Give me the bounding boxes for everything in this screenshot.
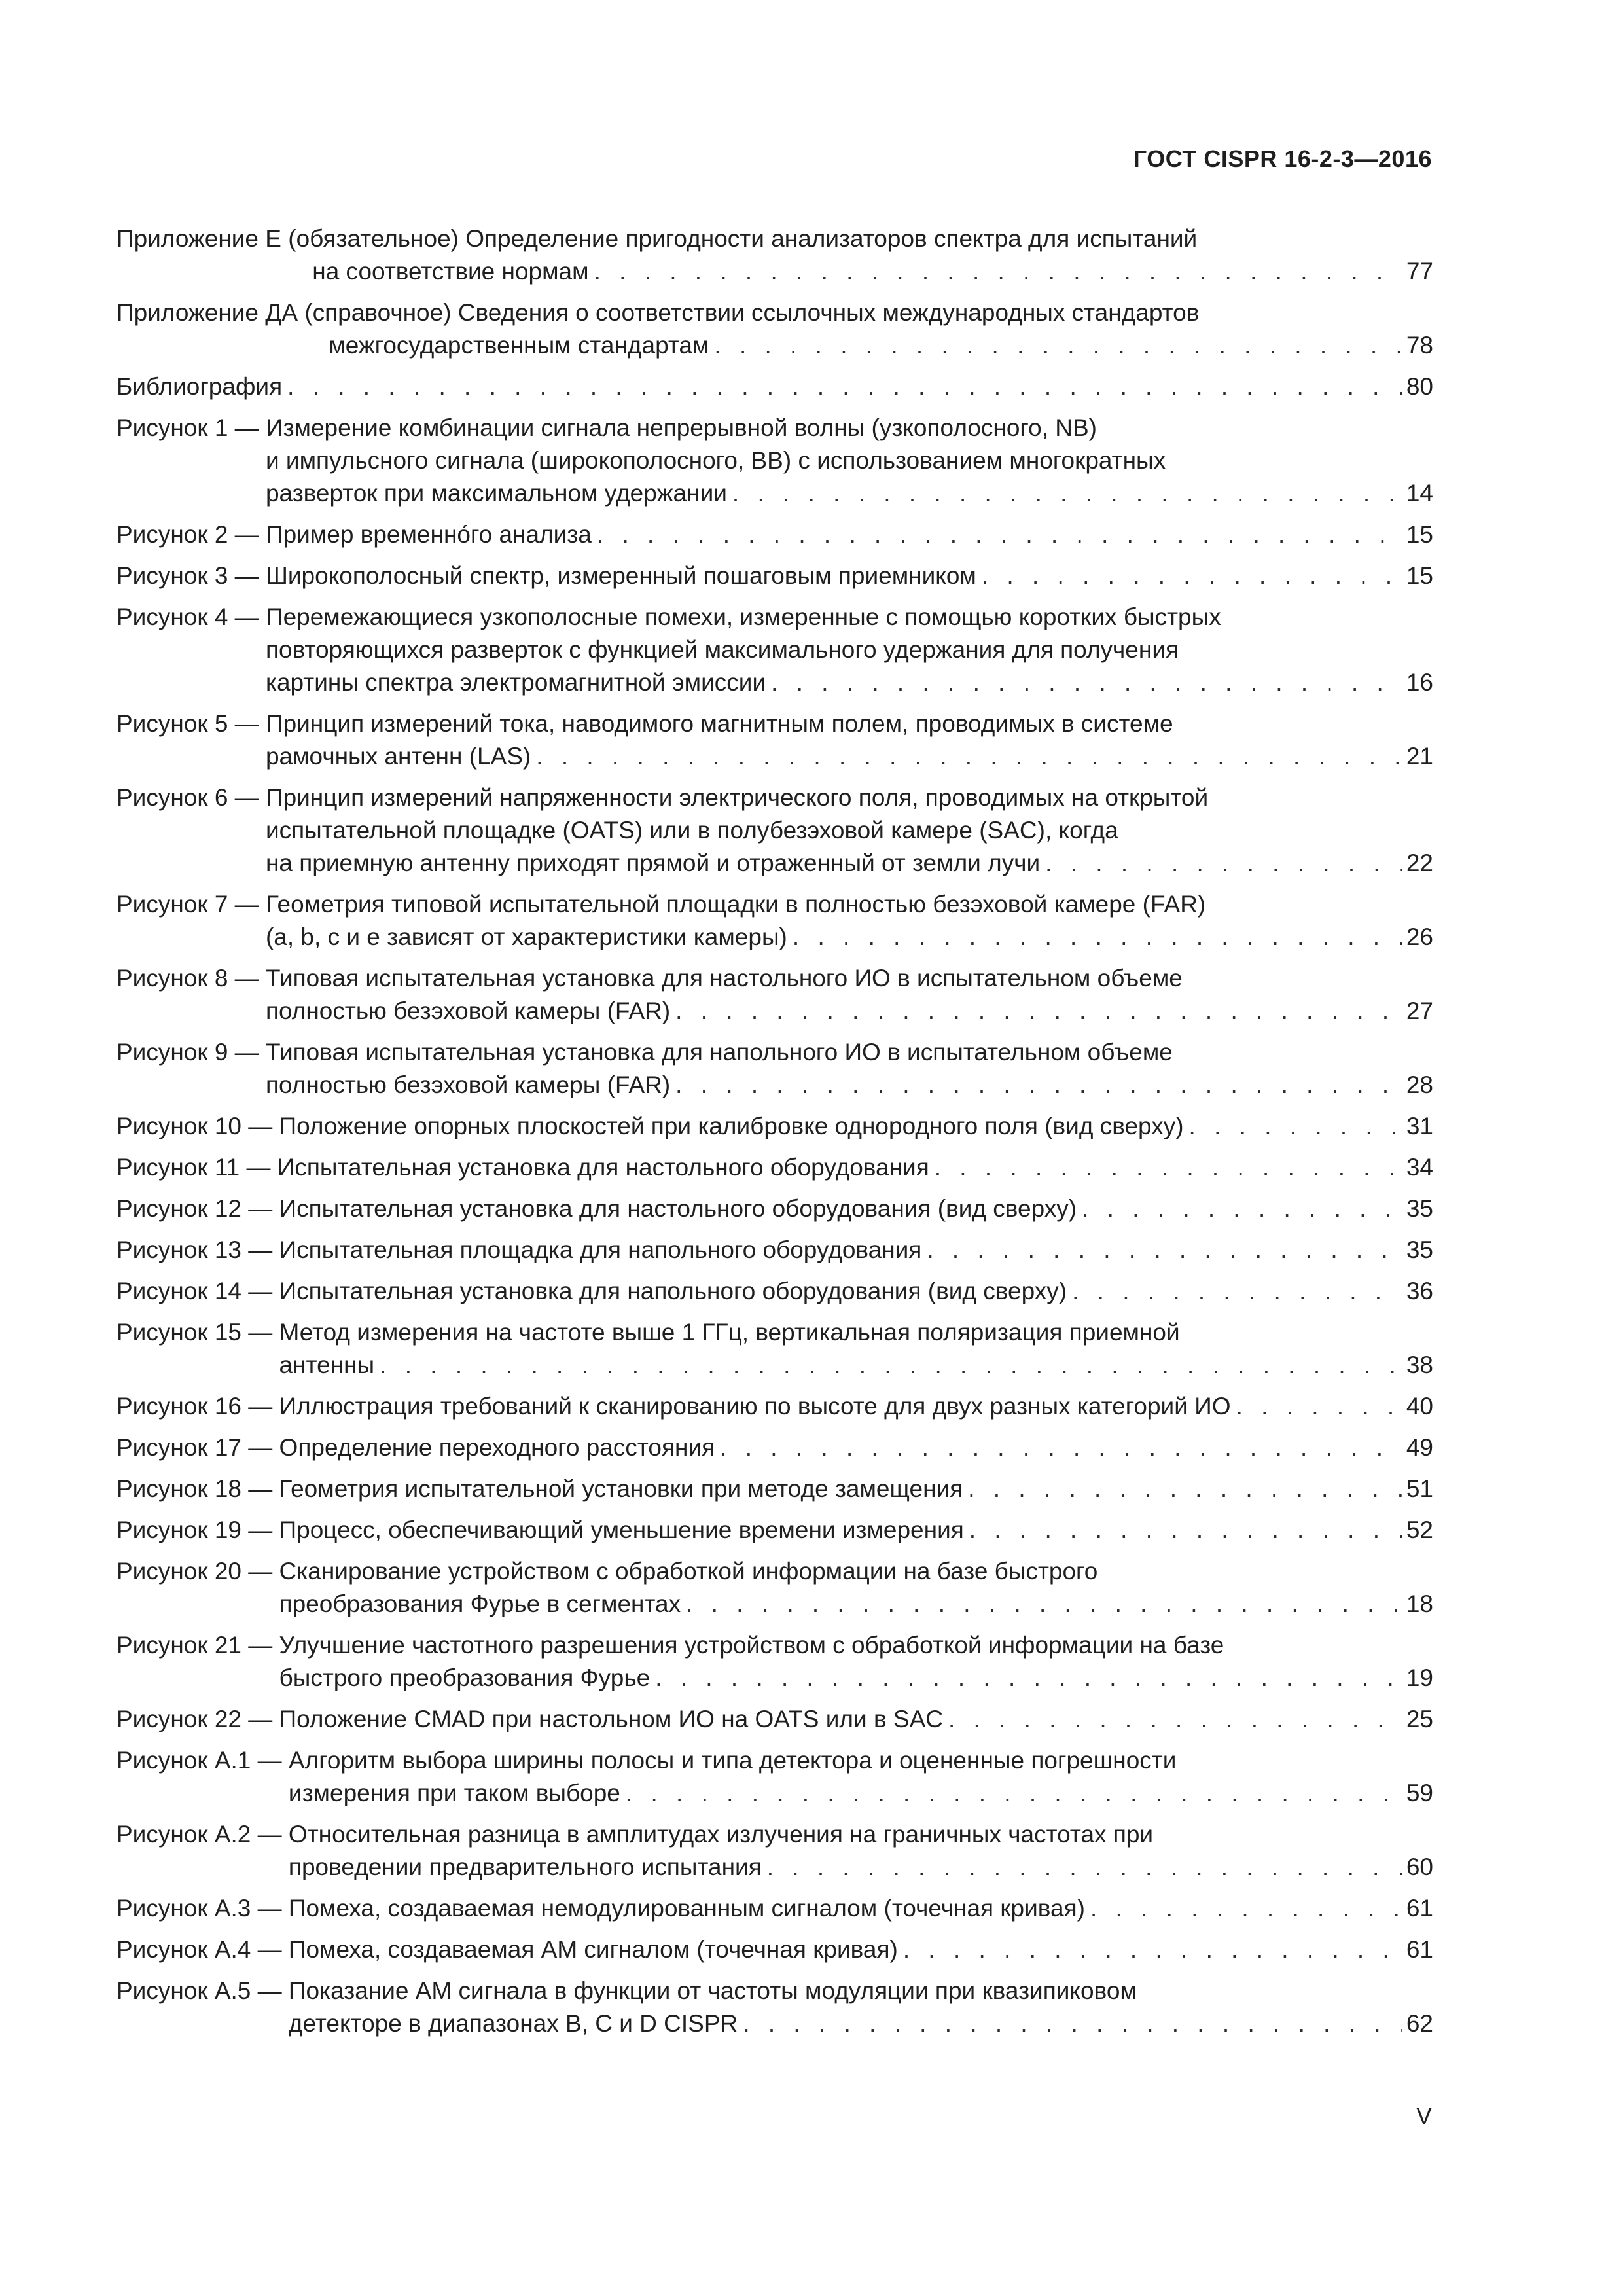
toc-entry-line: Улучшение частотного разрешения устройством с обработкой информации на базе	[279, 1632, 1224, 1659]
toc-entry-title	[266, 560, 1433, 592]
toc-entry[interactable]	[116, 1703, 1433, 1736]
toc-entry-line: Типовая испытательная установка для напольного ИО в испытательном объеме	[265, 1039, 1173, 1066]
toc-entry-label: Рисунок 6 —	[116, 784, 266, 811]
toc-entry[interactable]	[116, 1555, 1433, 1621]
toc-entry-label: Рисунок 1 —	[116, 414, 266, 441]
toc-entry-line: преобразования Фурье в сегментах	[279, 1590, 681, 1617]
toc-page-number[interactable]: 80	[1406, 373, 1433, 400]
toc-entry-label: Рисунок 9 —	[116, 1039, 266, 1066]
dot-leader	[714, 329, 1402, 362]
toc-entry-title	[304, 296, 1433, 362]
toc-entry-line: Иллюстрация требований к сканированию по высоте для двух разных категорий ИО	[279, 1393, 1231, 1420]
dot-leader	[771, 666, 1402, 699]
toc-entry-title	[289, 1818, 1433, 1884]
toc-entry[interactable]	[116, 1390, 1433, 1423]
toc-entry-line: межгосударственным стандартам	[329, 332, 709, 359]
dot-leader	[536, 740, 1402, 773]
toc-entry-label: Рисунок А.1 —	[116, 1747, 289, 1774]
toc-entry[interactable]	[116, 1629, 1433, 1695]
toc-entry-line: Испытательная установка для настольного оборудования (вид сверху)	[279, 1195, 1077, 1222]
toc-page-number[interactable]: 21	[1406, 743, 1433, 770]
toc-entry-line: картины спектра электромагнитной эмиссии	[265, 669, 766, 696]
toc-entry-label: Рисунок 5 —	[116, 710, 266, 737]
toc-entry-label: Рисунок А.4 —	[116, 1936, 289, 1963]
toc-entry-line: детекторе в диапазонах B, C и D CISPR	[288, 2010, 738, 2037]
toc-entry-label: Рисунок 10 —	[116, 1113, 279, 1139]
toc-entry-label: Рисунок А.3 —	[116, 1895, 289, 1922]
toc-entry-title	[279, 1193, 1433, 1225]
dot-leader	[675, 995, 1402, 1028]
toc-entry-label: Рисунок 14 —	[116, 1278, 279, 1304]
toc-entry-label: Рисунок 16 —	[116, 1393, 279, 1420]
dot-leader	[935, 1151, 1402, 1184]
toc-entry[interactable]	[116, 560, 1433, 592]
toc-entry[interactable]	[116, 370, 1433, 403]
toc-page-number[interactable]: 15	[1406, 562, 1433, 589]
toc-entry-line: Типовая испытательная установка для настольного ИО в испытательном объеме	[265, 965, 1183, 992]
toc-page-number[interactable]: 60	[1406, 1854, 1433, 1880]
toc-entry[interactable]	[116, 1193, 1433, 1225]
toc-entry-title	[288, 223, 1433, 288]
toc-entry-line: Широкополосный спектр, измеренный пошаговым приемником	[265, 562, 976, 589]
toc-entry-label: Рисунок 3 —	[116, 562, 266, 589]
toc-page-number[interactable]: 28	[1406, 1071, 1433, 1098]
toc-entry-label: Рисунок 20 —	[116, 1558, 279, 1585]
toc-page-number[interactable]: 22	[1406, 850, 1433, 876]
toc-page-number[interactable]: 77	[1406, 258, 1433, 285]
toc-entry-title	[279, 1629, 1433, 1695]
dot-leader	[927, 1234, 1402, 1266]
toc-entry-line: Геометрия испытательной установки при методе замещения	[279, 1475, 963, 1502]
toc-entry-line: разверток при максимальном удержании	[265, 480, 727, 507]
toc-entry[interactable]	[116, 1818, 1433, 1884]
dot-leader	[287, 370, 1402, 403]
toc-entry-title	[266, 518, 1433, 551]
toc-entry-title	[279, 1316, 1433, 1382]
toc-entry-title	[266, 962, 1433, 1028]
toc-entry[interactable]	[116, 601, 1433, 699]
toc-entry-label: Рисунок 19 —	[116, 1516, 279, 1543]
toc-page-number[interactable]: 25	[1406, 1706, 1433, 1732]
toc-entry-line: рамочных антенн (LAS)	[265, 743, 531, 770]
toc-entry-title	[279, 1431, 1433, 1464]
dot-leader	[1072, 1275, 1402, 1308]
toc-page-number[interactable]: 35	[1406, 1195, 1433, 1222]
toc-entry-line: Определение переходного расстояния	[279, 1434, 715, 1461]
toc-entry-line: Помеха, создаваемая АМ сигналом (точечная кривая)	[288, 1936, 898, 1963]
toc-entry[interactable]	[116, 1234, 1433, 1266]
standard-designation: ГОСТ CISPR 16-2-3—2016	[1133, 145, 1432, 172]
toc-entry-title	[266, 412, 1433, 510]
toc-entry-line: Показание АМ сигнала в функции от частоты модуляции при квазипиковом	[288, 1977, 1137, 2004]
toc-entry[interactable]	[116, 888, 1433, 954]
toc-entry-line: (обязательное) Определение пригодности анализаторов спектра для испытаний	[288, 225, 1198, 252]
toc-entry-label: Рисунок 17 —	[116, 1434, 279, 1461]
toc-entry[interactable]	[116, 962, 1433, 1028]
toc-entry[interactable]	[116, 1975, 1433, 2040]
toc-entry[interactable]	[116, 1744, 1433, 1810]
toc-entry[interactable]	[116, 1473, 1433, 1505]
toc-page-number[interactable]: 62	[1406, 2010, 1433, 2037]
toc-entry-title	[116, 370, 1433, 403]
toc-entry-label: Рисунок 12 —	[116, 1195, 279, 1222]
toc-page-number[interactable]: 52	[1406, 1516, 1433, 1543]
toc-entry-line: проведении предварительного испытания	[288, 1854, 762, 1880]
toc-entry-line: Метод измерения на частоте выше 1 ГГц, вертикальная поляризация приемной	[279, 1319, 1180, 1346]
toc-entry-title	[266, 601, 1433, 699]
toc-page-number[interactable]: 18	[1406, 1590, 1433, 1617]
toc-entry[interactable]	[116, 1933, 1433, 1966]
dot-leader	[948, 1703, 1402, 1736]
toc-entry-line: измерения при таком выборе	[288, 1780, 620, 1806]
toc-entry-line: испытательной площадке (OATS) или в полубезэховой камере (SAC), когда	[265, 817, 1118, 844]
toc-entry-line: Пример временно́го анализа	[265, 521, 592, 548]
dot-leader	[732, 477, 1402, 510]
toc-entry-line: и импульсного сигнала (широкополосного, BB) с использованием многократных	[265, 447, 1166, 474]
dot-leader	[793, 921, 1402, 954]
page-number: V	[1416, 2102, 1432, 2129]
toc-entry-line: полностью безэховой камеры (FAR)	[265, 997, 671, 1024]
toc-entry-line: полностью безэховой камеры (FAR)	[265, 1071, 671, 1098]
toc-entry[interactable]	[116, 1892, 1433, 1925]
dot-leader	[1082, 1193, 1402, 1225]
toc-entry[interactable]	[116, 296, 1433, 362]
toc-entry-line: Сканирование устройством с обработкой информации на базе быстрого	[279, 1558, 1098, 1585]
toc-page-number[interactable]: 51	[1406, 1475, 1433, 1502]
toc-entry[interactable]	[116, 223, 1433, 288]
dot-leader	[1045, 847, 1402, 880]
toc-entry-title	[266, 708, 1433, 773]
toc-entry-label: Рисунок 2 —	[116, 521, 266, 548]
toc-entry-title	[279, 1555, 1433, 1621]
toc-page-number[interactable]: 26	[1406, 924, 1433, 950]
toc-entry-line: Геометрия типовой испытательной площадки в полностью безэховой камере (FAR)	[265, 891, 1206, 918]
dot-leader	[626, 1777, 1402, 1810]
dot-leader	[380, 1349, 1402, 1382]
toc-entry-label: Рисунок 4 —	[116, 603, 266, 630]
toc-entry-label: Приложение Е	[116, 225, 289, 252]
toc-page-number[interactable]: 35	[1406, 1236, 1433, 1263]
toc-entry-label: Рисунок 7 —	[116, 891, 266, 918]
toc-entry-line: Перемежающиеся узкополосные помехи, измеренные с помощью коротких быстрых	[265, 603, 1221, 630]
toc-entry-title	[277, 1151, 1433, 1184]
toc-entry-line: (справочное) Сведения о соответствии ссылочных международных стандартов	[304, 299, 1200, 326]
toc-entry-label: Приложение ДА	[116, 299, 305, 326]
toc-entry-line: Помеха, создаваемая немодулированным сигналом (точечная кривая)	[288, 1895, 1085, 1922]
toc-entry-line: Принцип измерений тока, наводимого магнитным полем, проводимых в системе	[265, 710, 1173, 737]
toc-entry[interactable]	[116, 1110, 1433, 1143]
dot-leader	[594, 255, 1402, 288]
toc-entry[interactable]	[116, 1151, 1433, 1184]
toc-page-number[interactable]: 27	[1406, 997, 1433, 1024]
toc-entry-title	[266, 888, 1433, 954]
toc-entry-line: (a, b, c и e зависят от характеристики камеры)	[265, 924, 787, 950]
toc-entry-line: Испытательная установка для напольного оборудования (вид сверху)	[279, 1278, 1067, 1304]
dot-leader	[1236, 1390, 1402, 1423]
toc-entry[interactable]	[116, 1036, 1433, 1102]
toc-entry-title	[279, 1390, 1433, 1423]
toc-page-number[interactable]: 40	[1406, 1393, 1433, 1420]
toc-entry-title	[279, 1473, 1433, 1505]
toc-entry-title	[279, 1514, 1433, 1547]
toc-entry[interactable]	[116, 1514, 1433, 1547]
toc-entry-label: Рисунок 11 —	[116, 1154, 277, 1181]
dot-leader	[968, 1473, 1402, 1505]
toc-entry-line: Алгоритм выбора ширины полосы и типа детектора и оцененные погрешности	[288, 1747, 1177, 1774]
toc-entry-title	[279, 1234, 1433, 1266]
dot-leader	[597, 518, 1402, 551]
toc-page-number[interactable]: 34	[1406, 1154, 1433, 1181]
toc-entry-title	[279, 1275, 1433, 1308]
toc-entry[interactable]	[116, 1431, 1433, 1464]
toc-page-number[interactable]: 49	[1406, 1434, 1433, 1461]
toc-entry-title	[289, 1933, 1433, 1966]
toc-entry-line: Испытательная площадка для напольного оборудования	[279, 1236, 922, 1263]
toc-entry-title	[266, 781, 1433, 880]
toc-entry-label: Рисунок 8 —	[116, 965, 266, 992]
toc-page-number[interactable]: 78	[1406, 332, 1433, 359]
table-of-contents	[116, 223, 1433, 2049]
toc-entry-title	[289, 1975, 1433, 2040]
toc-entry-title	[266, 1036, 1433, 1102]
toc-entry-line: Библиография	[116, 373, 283, 400]
toc-entry-label: Рисунок А.2 —	[116, 1821, 289, 1848]
dot-leader	[903, 1933, 1402, 1966]
toc-entry[interactable]	[116, 1275, 1433, 1308]
dot-leader	[655, 1662, 1402, 1695]
toc-entry-label: Рисунок 22 —	[116, 1706, 279, 1732]
dot-leader	[686, 1588, 1402, 1621]
toc-entry-line: на приемную антенну приходят прямой и отраженный от земли лучи	[265, 850, 1041, 876]
toc-page-number[interactable]: 31	[1406, 1113, 1433, 1139]
toc-entry-label: Рисунок 13 —	[116, 1236, 279, 1263]
toc-entry-line: Относительная разница в амплитудах излучения на граничных частотах при	[288, 1821, 1154, 1848]
toc-entry-line: быстрого преобразования Фурье	[279, 1664, 651, 1691]
toc-entry-line: Положение CMAD при настольном ИО на OATS или в SAC	[279, 1706, 943, 1732]
toc-entry[interactable]	[116, 518, 1433, 551]
toc-entry-label: Рисунок А.5 —	[116, 1977, 289, 2004]
dot-leader	[767, 1851, 1402, 1884]
toc-entry-line: на соответствие нормам	[312, 258, 589, 285]
toc-page-number[interactable]: 36	[1406, 1278, 1433, 1304]
dot-leader	[743, 2007, 1402, 2040]
toc-entry-label: Рисунок 15 —	[116, 1319, 279, 1346]
dot-leader	[720, 1431, 1402, 1464]
toc-page-number[interactable]: 61	[1406, 1936, 1433, 1963]
toc-entry-line: Принцип измерений напряженности электрического поля, проводимых на открытой	[265, 784, 1209, 811]
dot-leader	[675, 1069, 1402, 1102]
toc-entry-title	[279, 1703, 1433, 1736]
toc-page-number[interactable]: 19	[1406, 1664, 1433, 1691]
toc-page-number[interactable]: 61	[1406, 1895, 1433, 1922]
toc-entry-label: Рисунок 21 —	[116, 1632, 279, 1659]
toc-entry-title	[289, 1892, 1433, 1925]
toc-entry-line: Измерение комбинации сигнала непрерывной волны (узкополосного, NB)	[265, 414, 1097, 441]
toc-page-number[interactable]: 16	[1406, 669, 1433, 696]
dot-leader	[969, 1514, 1402, 1547]
dot-leader	[1090, 1892, 1402, 1925]
toc-entry-line: Положение опорных плоскостей при калибровке однородного поля (вид сверху)	[279, 1113, 1184, 1139]
toc-entry-label: Рисунок 18 —	[116, 1475, 279, 1502]
toc-entry-line: Испытательная установка для настольного оборудования	[277, 1154, 929, 1181]
toc-entry-line: повторяющихся разверток с функцией максимального удержания для получения	[265, 636, 1179, 663]
toc-page-number[interactable]: 14	[1406, 480, 1433, 507]
toc-entry[interactable]	[116, 412, 1433, 510]
dot-leader	[982, 560, 1402, 592]
toc-entry-title	[289, 1744, 1433, 1810]
toc-entry[interactable]	[116, 781, 1433, 880]
toc-page-number[interactable]: 59	[1406, 1780, 1433, 1806]
toc-entry[interactable]	[116, 1316, 1433, 1382]
toc-entry[interactable]	[116, 708, 1433, 773]
toc-page-number[interactable]: 15	[1406, 521, 1433, 548]
toc-entry-line: антенны	[279, 1352, 375, 1378]
dot-leader	[1189, 1110, 1402, 1143]
toc-entry-title	[279, 1110, 1433, 1143]
toc-page-number[interactable]: 38	[1406, 1352, 1433, 1378]
toc-entry-line: Процесс, обеспечивающий уменьшение времени измерения	[279, 1516, 964, 1543]
